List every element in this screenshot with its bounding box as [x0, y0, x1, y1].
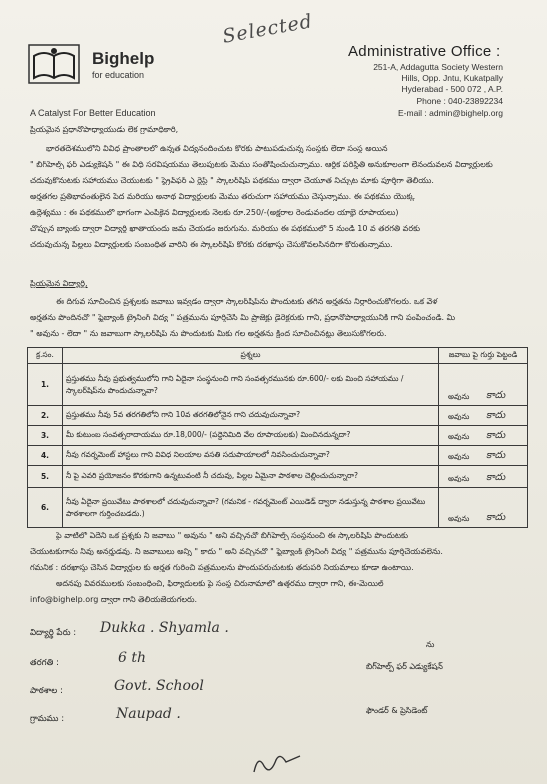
answer-yes-label: అవును: [448, 391, 470, 401]
answer-yes-label: అవును: [448, 411, 470, 421]
paragraph-line: చదువుచున్న పిల్లలు విద్యార్థులకు సంబంధిత వారిని ఈ స్కాలర్‌షిప్ కొరకు దరఖాస్తు చేసుకోవలసినదిగా కోరుతున్నాము.: [30, 241, 393, 249]
paragraph-line: గమనిక : దరఖాస్తు చేసిన విద్యార్థుల కు అర్హత గురించి పత్రములను పొందుపరుచుటకు తదుపరి నియమాలు కూడా ఉంటాయి.: [30, 564, 414, 572]
row-number: 2.: [28, 406, 63, 426]
question-text: నీ పై ఎవరి ప్రయోజనం కొరకుగాని ఉన్నటువంటి నీ చదువు, పిల్లల ఏమైనా పాఠశాల చెల్లించుచున్నారా?: [63, 466, 439, 488]
paragraph-line: చదువుకొనుటకు సహాయము చేయుటకు " స్ట్రైవ్‌ఫర్ ఎ ర్లెస్ట్ " స్కాలర్‌షిప్ పథకము ద్వారా చేయూత నిచ్చుట మాకు పూర్తిగా తెలియు.: [30, 177, 434, 185]
office-title: Administrative Office :: [348, 43, 501, 60]
answer-yes-label: అవును: [448, 473, 470, 483]
village-value[interactable]: Naupad .: [116, 706, 181, 722]
brand-name: Bighelp: [92, 49, 155, 68]
open-book-logo-icon: [28, 44, 80, 84]
answer-no-checked: కాదు: [486, 409, 506, 421]
column-header-number: క్ర.సం.: [28, 348, 63, 364]
class-value[interactable]: 6 th: [118, 650, 146, 666]
paragraph-line: అర్హతను పొందినచో " ఫ్లైబ్యాంక్ ట్రైనింగ్ విద్య " పత్రమును పూర్తిచేసి మీ ప్రాజెక్టు డైరెక్టరుకు గాని, ప్రధానోపాధ్యాయునికి గాని పంపించండి. మీ: [30, 314, 456, 322]
paragraph-line: పై వాటిలో ఏదేని ఒక ప్రశ్నకు నీ జవాబు " అవును " అని వచ్చినచో బిగ్‌హెల్ప్ సంస్థనుంచి ఈ స్కాలర్‌షిప్ పొందుటకు: [56, 532, 408, 540]
signature-mark: ను: [426, 640, 435, 649]
table-row: [28, 426, 528, 446]
student-name-value[interactable]: Dukka . Shyamla .: [100, 620, 229, 636]
paragraph-line: అర్హతగల ప్రతిభావంతులైన పేద మరియు అనాథ విద్యార్థులకు మేము తరుచుగా సహాయము చేస్తున్నాము. ఈ పథకము యొక్క: [30, 193, 415, 201]
paragraph-line: ఉద్దేశ్యము : ఈ పథకములో భాగంగా ఎంపికైన విద్యార్థులకు నెలకు రూ.250/-(అక్షరాల రెండువందల యాభై రూపాయలు): [30, 209, 399, 217]
answer-yes-label: అవును: [448, 451, 470, 461]
answer-no-checked: కాదు: [486, 429, 506, 441]
table-row: [28, 406, 528, 426]
table-row: [28, 466, 528, 488]
student-name-label: విద్యార్థి పేరు :: [30, 628, 77, 638]
paragraph-line: చొప్పున బ్యాంకు ద్వారా విద్యార్థి ఖాతాయందు జమ చేయడం జరుగును. మరియు ఈ పథకములో 5 నుండి 10 వ తరగతి వరకు: [30, 225, 421, 233]
table-row: [28, 488, 528, 528]
paragraph-line: info@bighelp.org ద్వారా గాని తెలియజేయగలరు.: [30, 596, 198, 604]
table-row: [28, 446, 528, 466]
brand-subtitle: for education: [92, 70, 145, 80]
paragraph-line: చేయుటకుగాను నీవు అనర్హుడవు. నీ జవాబులు అన్ని " కాదు " అని వచ్చినచో " ఫ్లైబ్యాంక్ ట్రైనింగ్ విద్య " పత్రమును పూర్తిచేయవలెను.: [30, 548, 443, 556]
row-number: 1.: [28, 364, 63, 406]
column-header-answer: జవాబు పై గుర్తు పెట్టండి: [439, 348, 528, 364]
paragraph-line: ఈ దిగువ సూచించిన ప్రశ్నలకు జవాబు ఇవ్వడం ద్వారా స్కాలర్‌షిప్‌ను పొందుటకు తగిన అర్హతను నిర్ధారించుకోగలరు. ఒక వేళ: [56, 298, 438, 306]
office-email: E-mail : admin@bighelp.org: [397, 108, 503, 118]
office-address-line: Hills, Opp. Jntu, Kukatpally: [401, 73, 503, 83]
school-value[interactable]: Govt. School: [114, 678, 204, 694]
table-header-row: [28, 348, 528, 364]
paragraph-line: భారతదేశములోని వివిధ ప్రాంతాలలో ఉన్నత విద్యనందించుట కొరకు పాటుపడుచున్న సంస్థకు లేదా సంస్థ అయిన: [46, 145, 388, 153]
question-text: నీవు ఏదైనా ప్రయివేటు పాఠశాలలో చదువుచున్నావా? (గమనిక - గవర్నమెంట్ ఎయిడెడ్ ద్వారా నడుస్తున్న పాఠశాల ప్రయివేటు పాఠశాలగా గుర్తించబడదు.): [63, 488, 439, 528]
class-label: తరగతి :: [30, 658, 59, 668]
row-number: 4.: [28, 446, 63, 466]
tagline: A Catalyst For Better Education: [30, 108, 156, 118]
paragraph-line: " బిగ్‌హెల్ప్ ఫర్ ఎడ్యుకేషన్ " ఈ విధి సరవిషయము తెలుపుటకు మేము సంతోషించుచున్నాము. ఆర్థిక పరిస్థితి అనుకూలంగా లేనందువలన విద్యార్థులకు: [30, 161, 493, 169]
answer-cell[interactable]: [439, 364, 528, 406]
question-text: ప్రస్తుతము నీవు ప్రభుత్వములోని గాని ఏదైనా సంస్థనుంచి గాని సంవత్సరమునకు రూ.600/- లకు మించి సహాయము / స్కాలర్‌షిప్‌ను పొందుచున్నావా?: [63, 364, 439, 406]
answer-yes-label: అవును: [448, 513, 470, 523]
school-label: పాఠశాల :: [30, 686, 63, 696]
answer-cell[interactable]: [439, 446, 528, 466]
handwritten-scribble-icon: [252, 748, 302, 776]
office-phone: Phone : 040-23892234: [416, 96, 503, 106]
founder-signature: ఫౌండర్ & ప్రెసిడెంట్: [366, 706, 428, 715]
answer-no-checked: కాదు: [486, 389, 506, 401]
student-greeting: ప్రియమైన విద్యార్థి,: [30, 280, 88, 288]
answer-cell[interactable]: [439, 426, 528, 446]
salutation: ప్రియమైన ప్రధానోపాధ్యాయుడు లేక గ్రామాధికారి,: [30, 126, 179, 134]
row-number: 3.: [28, 426, 63, 446]
paragraph-line: అదనపు వివరములకు సంబంధించి, ఫిర్యాదులకు పై సంస్థ చిరునామాలో ఉత్తరము ద్వారా గాని, ఈ-మెయిల్: [56, 580, 384, 588]
row-number: 5.: [28, 466, 63, 488]
column-header-question: ప్రశ్నలు: [63, 348, 439, 364]
office-address-line: Hyderabad - 500 072 , A.P.: [401, 84, 503, 94]
paragraph-line: " అవును - లేదా " ను జవాబుగా స్కాలర్‌షిప్ ను పొందుటకు మీకు గల అర్హతను క్రింద సూచించినట్లు తెలుసుకోగలరు.: [30, 330, 387, 338]
table-row: [28, 364, 528, 406]
question-text: ప్రస్తుతము నీవు 5వ తరగతిలోని గాని 10వ తరగతిలోనైన గాని చదువుచున్నావా?: [63, 406, 439, 426]
office-address-line: 251-A, Addagutta Society Western: [373, 62, 503, 72]
answer-cell[interactable]: [439, 406, 528, 426]
question-text: నీవు గవర్నమెంట్ హాస్టలు గాని వివిధ నిలయాల వసతి సదుపాయాలలో నివసించుచున్నావా?: [63, 446, 439, 466]
handwritten-selected-mark: Selected: [220, 10, 315, 48]
answer-no-checked: కాదు: [486, 449, 506, 461]
answer-no-checked: కాదు: [486, 511, 506, 523]
row-number: 6.: [28, 488, 63, 528]
answer-cell[interactable]: [439, 488, 528, 528]
village-label: గ్రామము :: [30, 714, 65, 724]
eligibility-table: [27, 347, 528, 528]
answer-yes-label: అవును: [448, 431, 470, 441]
answer-cell[interactable]: [439, 466, 528, 488]
answer-no-checked: కాదు: [486, 471, 506, 483]
question-text: మీ కుటుంబ సంవత్సరాదాయము రూ.18,000/- (పద్దెనిమిది వేల రూపాయలకు) మించినదున్నదా?: [63, 426, 439, 446]
organisation-signature: బిగ్‌హెల్ప్ ఫర్ ఎడ్యుకేషన్: [366, 662, 443, 671]
